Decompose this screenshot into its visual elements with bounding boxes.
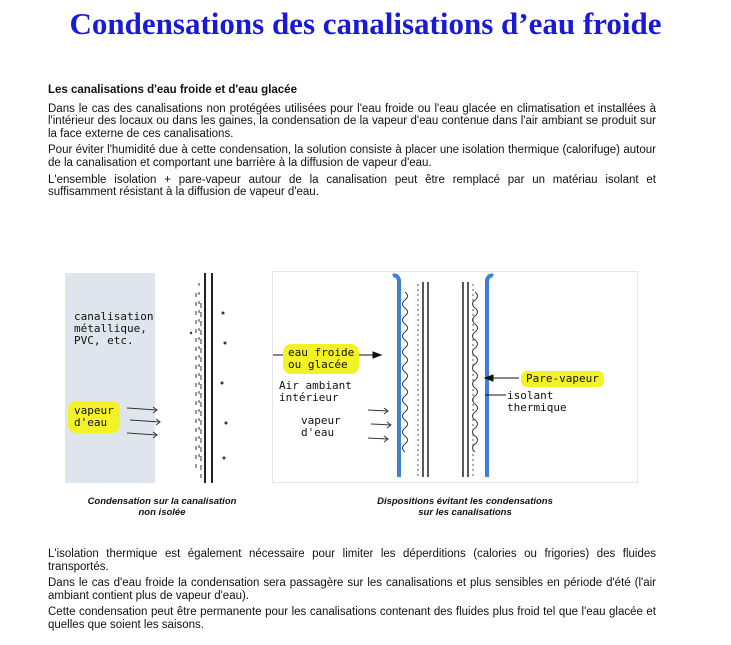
- figure-right-caption: Dispositions évitant les condensations sur les canalisations: [377, 496, 553, 518]
- vapour-label: vapeur d'eau: [301, 414, 341, 439]
- bottom-text-block: [48, 548, 656, 636]
- pipe-label: canalisation métallique, PVC, etc.: [74, 310, 154, 347]
- water-label: eau froide ou glacée: [283, 344, 359, 374]
- uninsulated-pipe-wall: [65, 273, 265, 483]
- figure-left-caption: Condensation sur la canalisation non isolée: [87, 496, 237, 518]
- paragraph: L'isolation thermique est également nécessaire pour limiter les déperditions (calories ou frigories) des fluides transportés.: [48, 548, 656, 573]
- figure-right: [272, 271, 638, 483]
- top-text-block: [48, 84, 656, 203]
- air-label: Air ambiant intérieur: [279, 379, 352, 404]
- vapour-label: vapeur d'eau: [68, 401, 120, 433]
- insulation-label: isolant thermique: [507, 389, 567, 414]
- paragraph: Cette condensation peut être permanente pour les canalisations contenant des fluides plus froid tel que l'eau glacée et quelles que soient les saisons.: [48, 606, 656, 631]
- paragraph: Dans le cas des canalisations non protégées utilisées pour l'eau froide ou l'eau glacée en climatisation et installées à l'intérieur des locaux ou dans les gaines, la condensation de la vapeur d'eau contenue dans l'air ambiant se produit sur la face externe de ces canalisations.: [48, 102, 656, 140]
- section-heading: Les canalisations d'eau froide et d'eau glacée: [48, 84, 297, 96]
- page-title: Condensations des canalisations d’eau froide: [69, 6, 662, 41]
- paragraph: Pour éviter l'humidité due à cette condensation, la solution consiste à placer une isolation thermique (calorifuge) autour de la canalisation et comportant une barrière à la diffusion de vapeur d'eau.: [48, 144, 656, 169]
- paragraph: L'ensemble isolation + pare-vapeur autour de la canalisation peut être remplacé par un matériau isolant et suffisamment résistant à la diffusion de vapeur d'eau.: [48, 173, 656, 199]
- paragraph: Dans le cas d'eau froide la condensation sera passagère sur les canalisations et plus sensibles en période d'été (l'air ambiant contient plus de vapeur d'eau).: [48, 577, 656, 602]
- figure-left: [65, 273, 265, 483]
- vapour-barrier-label: Pare-vapeur: [521, 371, 604, 387]
